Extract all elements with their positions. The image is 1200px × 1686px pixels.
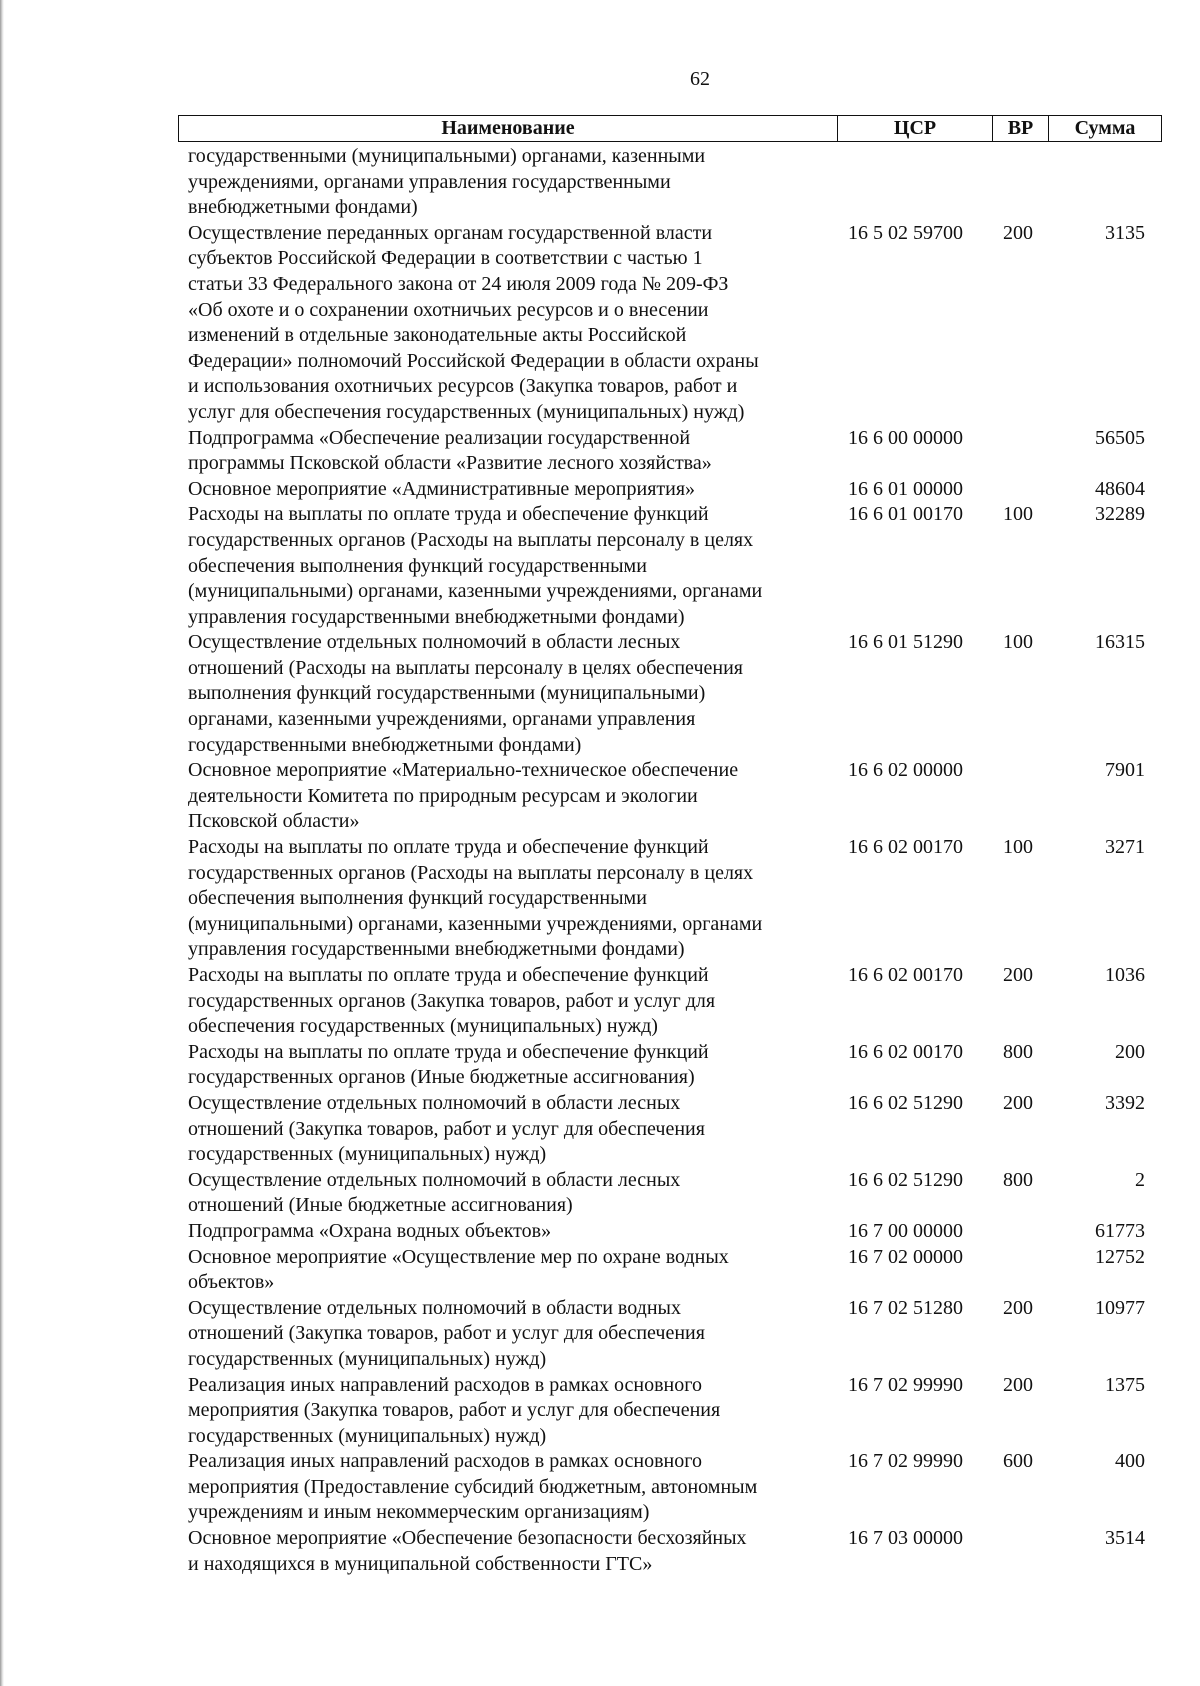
cell-sum: 1375 <box>1105 1373 1145 1396</box>
cell-sum <box>1063 144 1145 221</box>
cell-name: Осуществление отдельных полномочий в области водных отношений (Закупка товаров, работ и услуг для обеспечения государственных (муниципальных) нужд) <box>188 1296 705 1370</box>
cell-vr <box>1003 1245 1063 1296</box>
table-row <box>0 630 1200 758</box>
cell-vr: 200 <box>1003 221 1033 244</box>
table-row <box>0 426 1200 477</box>
cell-csr: 16 6 02 51290 <box>848 1091 963 1114</box>
column-header-name: Наименование <box>441 117 575 139</box>
cell-csr: 16 6 01 00170 <box>848 503 963 526</box>
cell-csr: 16 7 02 99990 <box>848 1373 963 1396</box>
cell-vr: 100 <box>1003 631 1033 654</box>
cell-sum: 2 <box>1135 1168 1145 1191</box>
cell-vr <box>1003 426 1063 477</box>
cell-name: Основное мероприятие «Осуществление мер по охране водных объектов» <box>188 1245 729 1294</box>
cell-vr: 800 <box>1003 1168 1033 1191</box>
table-row <box>0 835 1200 963</box>
table-row <box>0 144 1200 221</box>
table-row <box>0 1449 1200 1526</box>
table-row <box>0 758 1200 835</box>
cell-sum: 48604 <box>1095 477 1145 500</box>
cell-csr: 16 7 02 00000 <box>848 1245 963 1268</box>
cell-name: Основное мероприятие «Материально-техническое обеспечение деятельности Комитета по природным ресурсам и экологии Псковской области» <box>188 759 739 833</box>
cell-csr: 16 6 02 00000 <box>848 759 963 782</box>
cell-csr: 16 6 02 51290 <box>848 1168 963 1191</box>
cell-csr: 16 6 02 00170 <box>848 964 963 986</box>
cell-csr: 16 5 02 59700 <box>848 221 963 244</box>
cell-name: Реализация иных направлений расходов в рамках основного мероприятия (Предоставление субсидий бюджетным, автономным учреждениям и иным некоммерческим организациям) <box>188 1450 758 1524</box>
cell-csr: 16 6 02 00170 <box>848 836 963 859</box>
cell-vr <box>1003 1526 1063 1577</box>
table-row <box>0 221 1200 426</box>
column-header-sum: Сумма <box>1048 116 1161 141</box>
cell-csr: 16 7 03 00000 <box>848 1527 963 1550</box>
cell-sum: 12752 <box>1095 1245 1145 1268</box>
cell-vr: 200 <box>1003 1091 1033 1114</box>
cell-sum: 56505 <box>1095 426 1145 449</box>
cell-vr <box>1003 758 1063 835</box>
table-row <box>0 1168 1200 1219</box>
cell-csr: 16 7 00 00000 <box>848 1219 963 1242</box>
cell-csr: 16 7 02 51280 <box>848 1296 963 1319</box>
cell-name: Осуществление переданных органам государственной власти субъектов Российской Федерации в соответствии с частью 1 статьи 33 Федерального закона от 24 июля 2009 года № 209-ФЗ «Об охоте и о сохранении охотничьих ресурсов и о внесении изменений в отдельные законодательные акты Российской Федерации» полномочий Российской Федерации в области охраны и использования охотничьих ресурсов (Закупка товаров, работ и услуг для обеспечения государственных (муниципальных) нужд) <box>188 221 759 423</box>
cell-name: Расходы на выплаты по оплате труда и обеспечение функций государственных органов (Иные бюджетные ассигнования) <box>188 1040 709 1089</box>
cell-csr: 16 6 01 51290 <box>848 631 963 654</box>
cell-name: Расходы на выплаты по оплате труда и обеспечение функций государственных органов (Расходы на выплаты персоналу в целях обеспечения выполнения функций государственными (муниципальными) органами, казенными учреждениями, органами управления государственными внебюджетными фондами) <box>188 503 763 628</box>
cell-vr <box>1003 1219 1063 1245</box>
column-header-csr: ЦСР <box>837 116 992 141</box>
cell-vr: 600 <box>1003 1450 1033 1473</box>
cell-sum: 200 <box>1115 1040 1145 1063</box>
cell-vr: 200 <box>1003 1296 1033 1319</box>
table-row <box>0 963 1200 1040</box>
cell-csr <box>848 144 1003 221</box>
cell-name: Подпрограмма «Охрана водных объектов» <box>188 1219 552 1242</box>
cell-name: Осуществление отдельных полномочий в области лесных отношений (Иные бюджетные ассигнования) <box>188 1168 681 1217</box>
cell-sum: 61773 <box>1095 1219 1145 1242</box>
table-row <box>0 1296 1200 1373</box>
table-body <box>0 144 1200 1577</box>
cell-name: Основное мероприятие «Административные мероприятия» <box>188 477 696 500</box>
cell-csr: 16 6 00 00000 <box>848 426 963 449</box>
cell-vr: 800 <box>1003 1040 1033 1063</box>
cell-sum: 32289 <box>1095 503 1145 526</box>
cell-vr <box>1003 477 1063 503</box>
cell-csr: 16 6 01 00000 <box>848 477 963 500</box>
cell-sum: 16315 <box>1095 631 1145 654</box>
page-number: 62 <box>690 68 710 90</box>
cell-name: государственными (муниципальными) органами, казенными учреждениями, органами управления государственными внебюджетными фондами) <box>188 145 706 219</box>
table-row <box>0 1091 1200 1168</box>
cell-vr: 100 <box>1003 503 1033 526</box>
cell-name: Расходы на выплаты по оплате труда и обеспечение функций государственных органов (Расходы на выплаты персоналу в целях обеспечения выполнения функций государственными (муниципальными) органами, казенными учреждениями, органами управления государственными внебюджетными фондами) <box>188 836 763 961</box>
cell-vr <box>1003 144 1063 221</box>
cell-vr: 100 <box>1003 836 1033 859</box>
column-header-vr: ВР <box>992 116 1048 141</box>
table-row <box>0 1245 1200 1296</box>
cell-csr: 16 6 02 00170 <box>848 1040 963 1063</box>
cell-name: Основное мероприятие «Обеспечение безопасности бесхозяйных и находящихся в муниципальной собственности ГТС» <box>188 1527 747 1575</box>
cell-csr: 16 7 02 99990 <box>848 1450 963 1473</box>
cell-sum: 3514 <box>1105 1527 1145 1550</box>
table-row <box>0 477 1200 503</box>
cell-sum: 400 <box>1115 1450 1145 1473</box>
cell-name: Реализация иных направлений расходов в рамках основного мероприятия (Закупка товаров, работ и услуг для обеспечения государственных (муниципальных) нужд) <box>188 1373 721 1447</box>
table-row <box>0 1040 1200 1091</box>
cell-sum: 3271 <box>1105 836 1145 859</box>
table-row <box>0 1219 1200 1245</box>
cell-sum: 1036 <box>1105 964 1145 986</box>
cell-vr: 200 <box>1003 1373 1033 1396</box>
cell-sum: 3135 <box>1105 221 1145 244</box>
cell-sum: 7901 <box>1105 759 1145 782</box>
cell-name: Осуществление отдельных полномочий в области лесных отношений (Расходы на выплаты персоналу в целях обеспечения выполнения функций государственными (муниципальными) органами, казенными учреждениями, органами управления государственными внебюджетными фондами) <box>188 631 743 756</box>
cell-sum: 3392 <box>1105 1091 1145 1114</box>
cell-name: Подпрограмма «Обеспечение реализации государственной программы Псковской области «Развитие лесного хозяйства» <box>188 426 712 475</box>
cell-name: Расходы на выплаты по оплате труда и обеспечение функций государственных органов (Закупка товаров, работ и услуг для обеспечения государственных (муниципальных) нужд) <box>188 964 716 1038</box>
table-row <box>0 1526 1200 1577</box>
cell-vr: 200 <box>1003 964 1033 986</box>
table-row <box>0 1373 1200 1450</box>
table-header <box>178 115 1162 142</box>
table-row <box>0 502 1200 630</box>
cell-sum: 10977 <box>1095 1296 1145 1319</box>
cell-name: Осуществление отдельных полномочий в области лесных отношений (Закупка товаров, работ и услуг для обеспечения государственных (муниципальных) нужд) <box>188 1091 705 1166</box>
